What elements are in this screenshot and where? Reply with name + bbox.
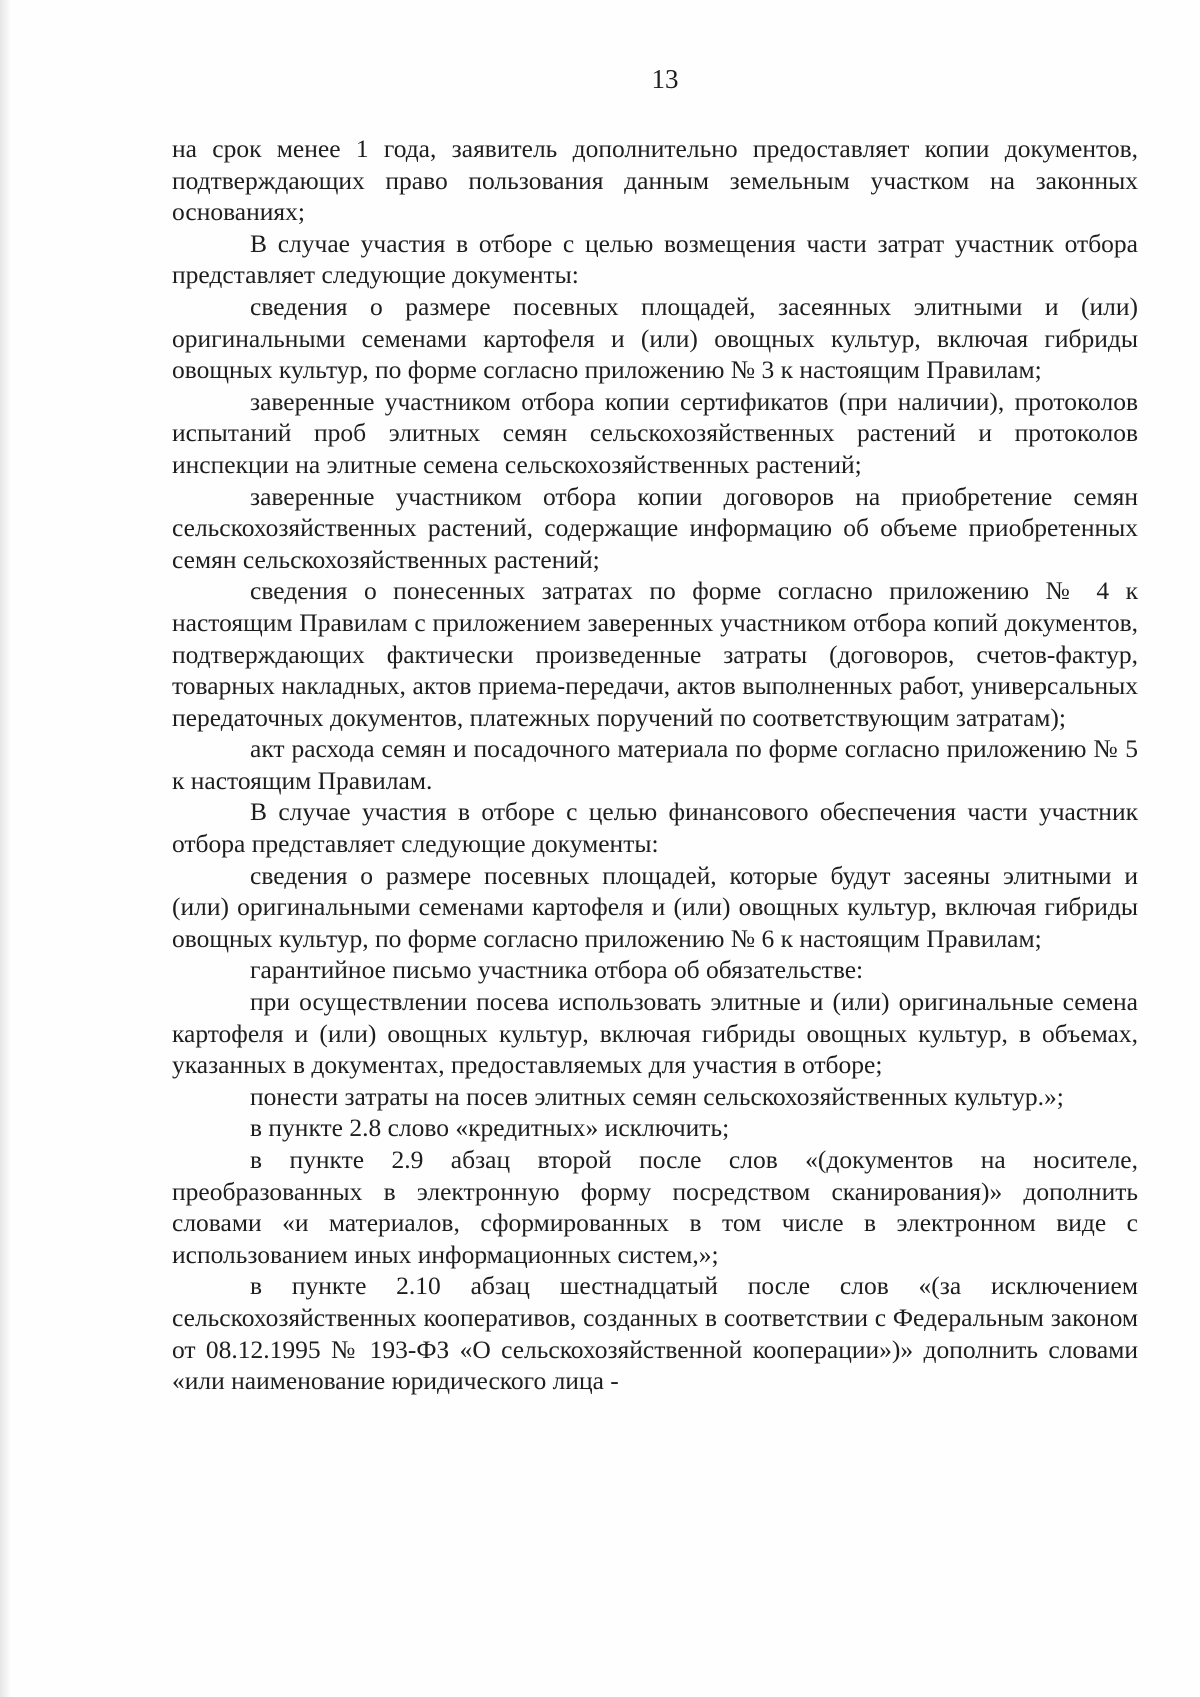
paragraph: на срок менее 1 года, заявитель дополнительно предоставляет копии документов, подтверждающих право пользования данным земельным участком на законных основаниях; <box>172 134 1138 227</box>
scan-edge <box>0 0 10 1697</box>
paragraph: понести затраты на посев элитных семян сельскохозяйственных культур.»; <box>250 1081 1064 1111</box>
paragraph: сведения о понесенных затратах по форме согласно приложению № 4 к настоящим Правилам с приложением заверенных участником отбора копий документов, подтверждающих фактически произведенные затраты (договоров, счетов-фактур, товарных накладных, актов приема-передачи, актов выполненных работ, универсальных передаточных документов, платежных поручений по соответствующим затратам); <box>172 576 1138 732</box>
paragraph: сведения о размере посевных площадей, которые будут засеяны элитными и (или) оригинальными семенами картофеля и (или) овощных культур, включая гибриды овощных культур, по форме согласно приложению № 6 к настоящим Правилам; <box>172 860 1138 953</box>
document-body <box>172 133 1138 1397</box>
paragraph: гарантийное письмо участника отбора об обязательстве: <box>250 955 864 985</box>
paragraph: в пункте 2.9 абзац второй после слов «(документов на носителе, преобразованных в электронную форму посредством сканирования)» дополнить словами «и материалов, сформированных в том числе в электронном виде с использованием иных информационных систем,»; <box>172 1145 1138 1269</box>
paragraph: заверенные участником отбора копии сертификатов (при наличии), протоколов испытаний проб элитных семян сельскохозяйственных растений и протоколов инспекции на элитные семена сельскохозяйственных растений; <box>172 386 1138 479</box>
page-number: 13 <box>651 64 679 94</box>
paragraph: при осуществлении посева использовать элитные и (или) оригинальные семена картофеля и (или) овощных культур, включая гибриды овощных культур, в объемах, указанных в документах, предоставляемых для участия в отборе; <box>172 987 1138 1080</box>
paragraph: В случае участия в отборе с целью возмещения части затрат участник отбора представляет следующие документы: <box>172 228 1138 290</box>
paragraph: сведения о размере посевных площадей, засеянных элитными и (или) оригинальными семенами картофеля и (или) овощных культур, включая гибриды овощных культур, по форме согласно приложению № 3 к настоящим Правилам; <box>172 291 1138 385</box>
paragraph: в пункте 2.10 абзац шестнадцатый после слов «(за исключением сельскохозяйственных кооперативов, созданных в соответствии с Федеральным законом от 08.12.1995 № 193-ФЗ «О сельскохозяйственной кооперации»)» дополнить словами «или наименование юридического лица - <box>172 1271 1138 1396</box>
paragraph: заверенные участником отбора копии договоров на приобретение семян сельскохозяйственных растений, содержащие информацию об объеме приобретенных семян сельскохозяйственных растений; <box>172 481 1138 574</box>
paragraph: В случае участия в отборе с целью финансового обеспечения части участник отбора представляет следующие документы: <box>172 797 1138 859</box>
paragraph: акт расхода семян и посадочного материала по форме согласно приложению № 5 к настоящим Правилам. <box>172 734 1138 795</box>
paragraph: в пункте 2.8 слово «кредитных» исключить; <box>250 1113 730 1143</box>
